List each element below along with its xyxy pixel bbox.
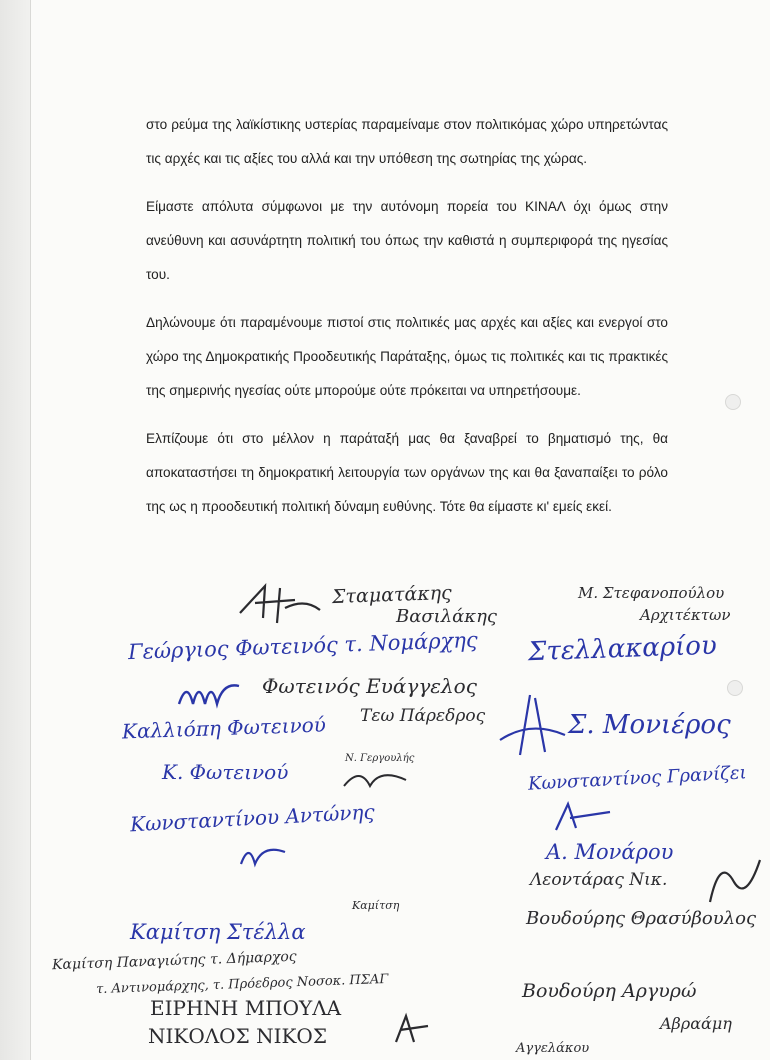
signature-voufouri-argyro: Βουδούρη Αργυρώ	[522, 980, 697, 1002]
signature-antinomarchis: τ. Αντινομάρχης, τ. Πρόεδρος Νοσοκ. ΠΣΑΓ	[95, 971, 389, 998]
signature-scrawl	[175, 676, 245, 710]
paragraph-2: Είμαστε απόλυτα σύμφωνοι με την αυτόνομη πορεία του ΚΙΝΑΛ όχι όμως στην ανεύθυνη και ασυνάρτητη πολιτική του όπως την καθιστά η συμπεριφορά της ηγεσίας του.	[146, 199, 668, 282]
signature-kalliopi: Καλλιόπη Φωτεινού	[121, 712, 327, 744]
signature-scrawl	[340, 764, 410, 794]
signature-tenp: Τεω Πάρεδρος	[360, 706, 486, 726]
punch-hole	[727, 680, 743, 696]
paragraph-1: στο ρεύμα της λαϊκίστικης υστερίας παραμείναμε στον πολιτικόμας χώρο υπηρετώντας τις αρχές και τις αξίες του αλλά και την υπόθεση της σωτηρίας της χώρας.	[146, 117, 668, 166]
signature-monieros: Σ. Μονιέρος	[568, 710, 731, 740]
signature-stelakariou: Στελλακαρίου	[527, 630, 718, 668]
signature-voufouris-thrasyvoulos: Βουδούρης Θρασύβουλος	[526, 908, 757, 929]
signature-k-fotinou: Κ. Φωτεινού	[162, 760, 289, 784]
signature-vasilakis: Βασιλάκης	[396, 606, 497, 627]
signature-monarou: Α. Μονάρου	[546, 840, 674, 864]
signature-scrawl	[235, 838, 290, 872]
scan-edge-shadow	[0, 0, 30, 1060]
signature-scrawl	[392, 1012, 432, 1046]
signature-stamatakis: Σταματάκης	[331, 581, 453, 609]
signature-eirini-boula: ΕΙΡΗΝΗ ΜΠΟΥΛΑ	[150, 996, 342, 1020]
signature-fotinos-evangelos: Φωτεινός Ευάγγελος	[262, 674, 477, 698]
signature-leontaras: Λεοντάρας Νικ.	[530, 870, 668, 890]
signature-scrawl	[550, 800, 620, 836]
letter-body	[146, 108, 668, 538]
signature-stefanopoulou: Μ. Στεφανοπούλου	[578, 584, 725, 602]
signature-scrawl	[490, 690, 570, 760]
signature-architect: Αρχιτέκτων	[640, 606, 731, 624]
signature-kamitsi-stella: Καμίτση Στέλλα	[130, 920, 306, 944]
paragraph-3: Δηλώνουμε ότι παραμένουμε πιστοί στις πολιτικές μας αρχές και αξίες και ενεργοί στο χώρο της Δημοκρατικής Προοδευτικής Παράταξης, όμως τις πολιτικές και τις πρακτικές της σημερινής ηγεσίας ούτε μπορούμε ούτε πρόκειται να υπηρετήσουμε.	[146, 315, 668, 398]
signature-scrawl	[700, 852, 768, 908]
punch-hole	[725, 394, 741, 410]
signature-scrawl	[235, 578, 325, 628]
signature-avrami: Αβραάμη	[660, 1014, 732, 1033]
signature-bottom: Αγγελάκου	[516, 1041, 590, 1056]
signature-krivonia: Κωνσταντίνος Γρανίζει	[527, 762, 748, 795]
paragraph-4: Ελπίζουμε ότι στο μέλλον η παράταξή μας θα ξαναβρεί το βηματισμό της, θα αποκαταστήσει τη δημοκρατική λειτουργία των οργάνων της και θα ξαναπαίξει το ρόλο της ως η προοδευτική πολιτική δύναμη ευθύνης. Τότε θα είμαστε κι' εμείς εκεί.	[146, 431, 668, 514]
signature-kamitsi: Καμίτση	[352, 899, 400, 912]
signature-kamitsi-panagiotis: Καμίτση Παναγιώτης τ. Δήμαρχος	[51, 948, 297, 974]
signature-fotinos-georgios: Γεώργιος Φωτεινός τ. Νομάρχης	[127, 627, 479, 665]
signature-nikolos-nikos: ΝΙΚΟΛΟΣ ΝΙΚΟΣ	[148, 1024, 327, 1048]
signature-gkergoulis: Ν. Γεργουλής	[345, 753, 415, 764]
signature-konstantinou: Κωνσταντίνου Αντώνης	[129, 799, 376, 837]
